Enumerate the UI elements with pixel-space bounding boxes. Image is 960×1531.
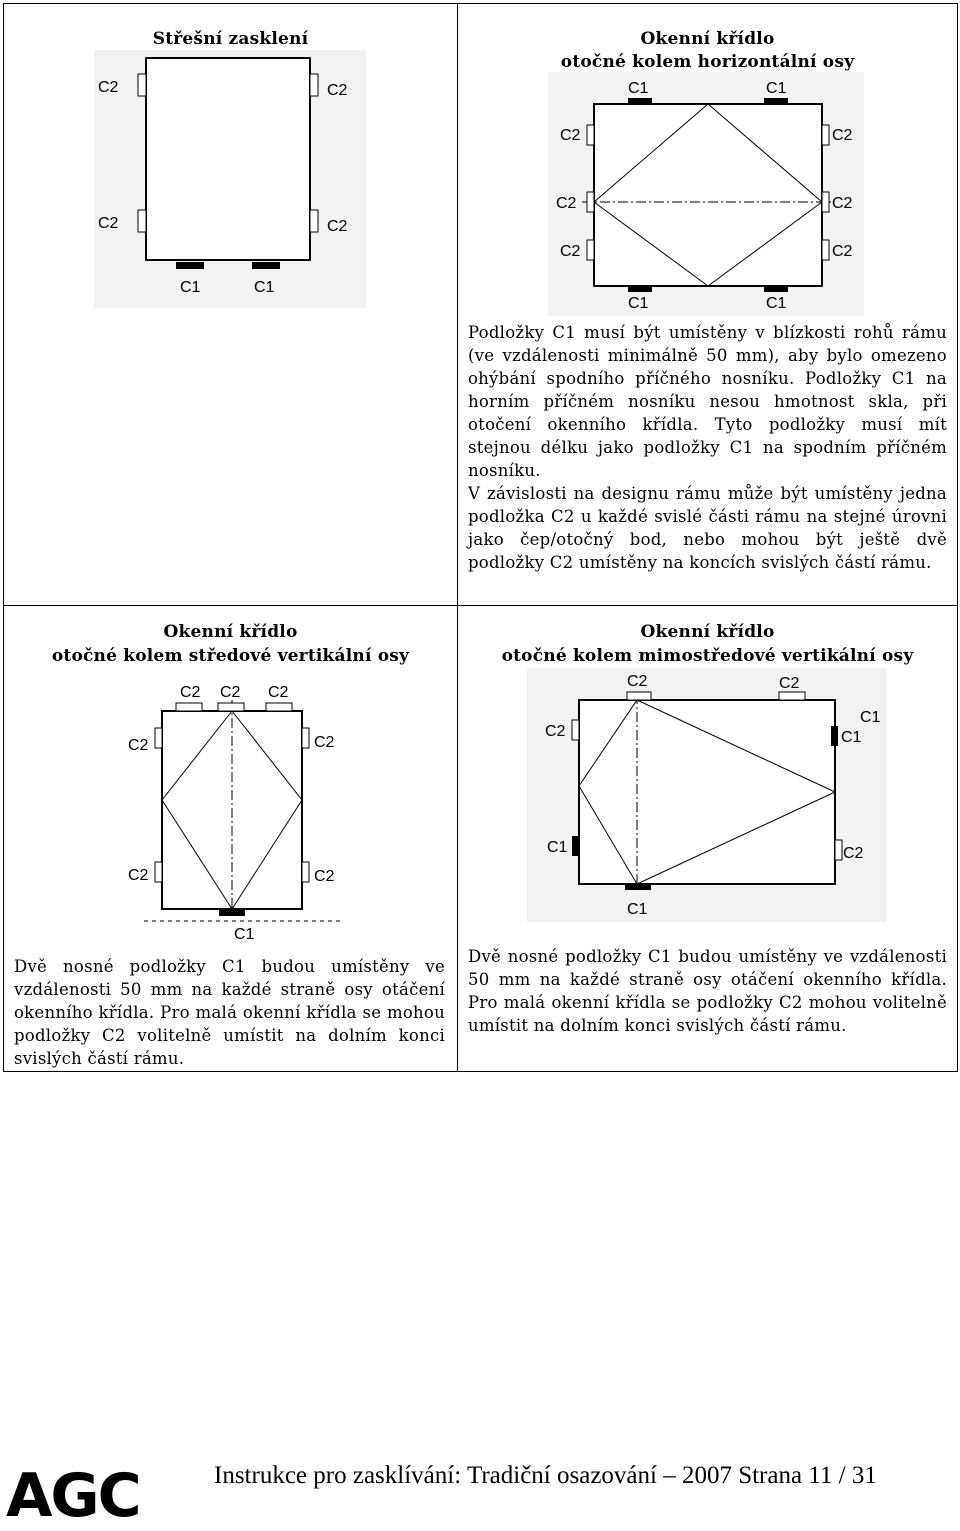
c1-label: C1 (628, 295, 649, 312)
c2-label: C2 (327, 218, 348, 235)
c2-label: C2 (268, 684, 289, 701)
c1-block (628, 98, 652, 105)
c1-block (252, 262, 280, 269)
page-footer: Instrukce pro zasklívání: Tradiční osazování – 2007 Strana 11 / 31 (214, 1462, 877, 1489)
c2-label: C2 (128, 737, 149, 754)
agc-logo: AGC (6, 1461, 140, 1531)
c1-label: C1 (766, 80, 787, 97)
c1-label: C1 (841, 729, 862, 746)
c1-label: C1 (860, 709, 881, 726)
panel-title-line2: otočné kolem středové vertikální osy (51, 646, 410, 666)
c1-label: C1 (180, 279, 201, 296)
panel-title-line1: Okenní křídlo (163, 622, 298, 642)
c2-label: C2 (556, 195, 577, 212)
glass-pane (146, 58, 310, 260)
c2-label: C2 (327, 82, 348, 99)
c2-label: C2 (545, 723, 566, 740)
diagram-central-vertical-axis (126, 676, 350, 944)
c1-block (572, 836, 579, 856)
table-border-right (957, 3, 958, 1072)
c1-label: C1 (234, 926, 255, 943)
c1-label: C1 (766, 295, 787, 312)
c1-block (176, 262, 204, 269)
panel-description (468, 321, 947, 574)
c2-label: C2 (832, 127, 853, 144)
c2-label: C2 (220, 684, 241, 701)
paragraph: Podložky C1 musí být umístěny v blízkosti rohů rámu (ve vzdálenosti minimálně 50 mm), aby bylo omezeno ohýbání spodního příčného nosníku. Podložky C1 na horním příčném nosníku nesou hmotnost skla, při otočení okenního křídla. Tyto podložky musí mít stejnou délku jako podložky C1 na spodním příčném nosníku. (468, 323, 947, 480)
glass-pane (579, 700, 835, 884)
c2-label: C2 (314, 734, 335, 751)
diagram-offcenter-vertical-axis (527, 668, 887, 922)
c2-label: C2 (98, 215, 119, 232)
c2-label: C2 (180, 684, 201, 701)
panel-title-line1: Okenní křídlo (640, 622, 775, 642)
c1-block (219, 909, 245, 916)
c1-block (764, 98, 788, 105)
glass-pane (594, 104, 822, 286)
c1-label: C1 (254, 279, 275, 296)
diagram-roof-glazing (94, 50, 366, 308)
c2-label: C2 (128, 867, 149, 884)
c1-block (628, 285, 652, 292)
paragraph: V závislosti na designu rámu může být umístěny jedna podložka C2 u každé svislé části rámu na stejné úrovni jako čep/otočný bod, nebo mohou být ještě dvě podložky C2 umístěny na koncích svislých částí rámu. (468, 484, 947, 572)
panel-description: Dvě nosné podložky C1 budou umístěny ve vzdálenosti 50 mm na každé straně osy otáčení okenního křídla. Pro malá okenní křídla se mohou podložky C2 volitelně umístit na dolním konci svislých částí rámu. (14, 957, 445, 1068)
c2-label: C2 (843, 845, 864, 862)
c2-label: C2 (779, 675, 800, 692)
panel-title: Střešní zasklení (152, 29, 309, 49)
c2-label: C2 (832, 243, 853, 260)
c2-label: C2 (98, 79, 119, 96)
c1-label: C1 (547, 839, 568, 856)
c1-block (764, 285, 788, 292)
c2-label: C2 (832, 195, 853, 212)
panel-title-line2: otočné kolem mimostředové vertikální osy (501, 646, 914, 666)
c1-label: C1 (627, 901, 648, 918)
c2-label: C2 (560, 127, 581, 144)
c1-block (625, 883, 651, 890)
panel-title-line2: otočné kolem horizontální osy (560, 52, 855, 72)
table-border-bottom (3, 1071, 957, 1072)
diagram-horizontal-axis (548, 72, 864, 316)
c2-label: C2 (627, 673, 648, 690)
c1-label: C1 (628, 80, 649, 97)
panel-title-line1: Okenní křídlo (640, 29, 775, 49)
c2-label: C2 (314, 868, 335, 885)
c1-block (831, 726, 838, 746)
panel-description: Dvě nosné podložky C1 budou umístěny ve vzdálenosti 50 mm na každé straně osy otáčení okenního křídla. Pro malá okenní křídla se podložky C2 mohou volitelně umístit na dolním konci svislých částí rámu. (468, 947, 947, 1035)
c2-label: C2 (560, 243, 581, 260)
